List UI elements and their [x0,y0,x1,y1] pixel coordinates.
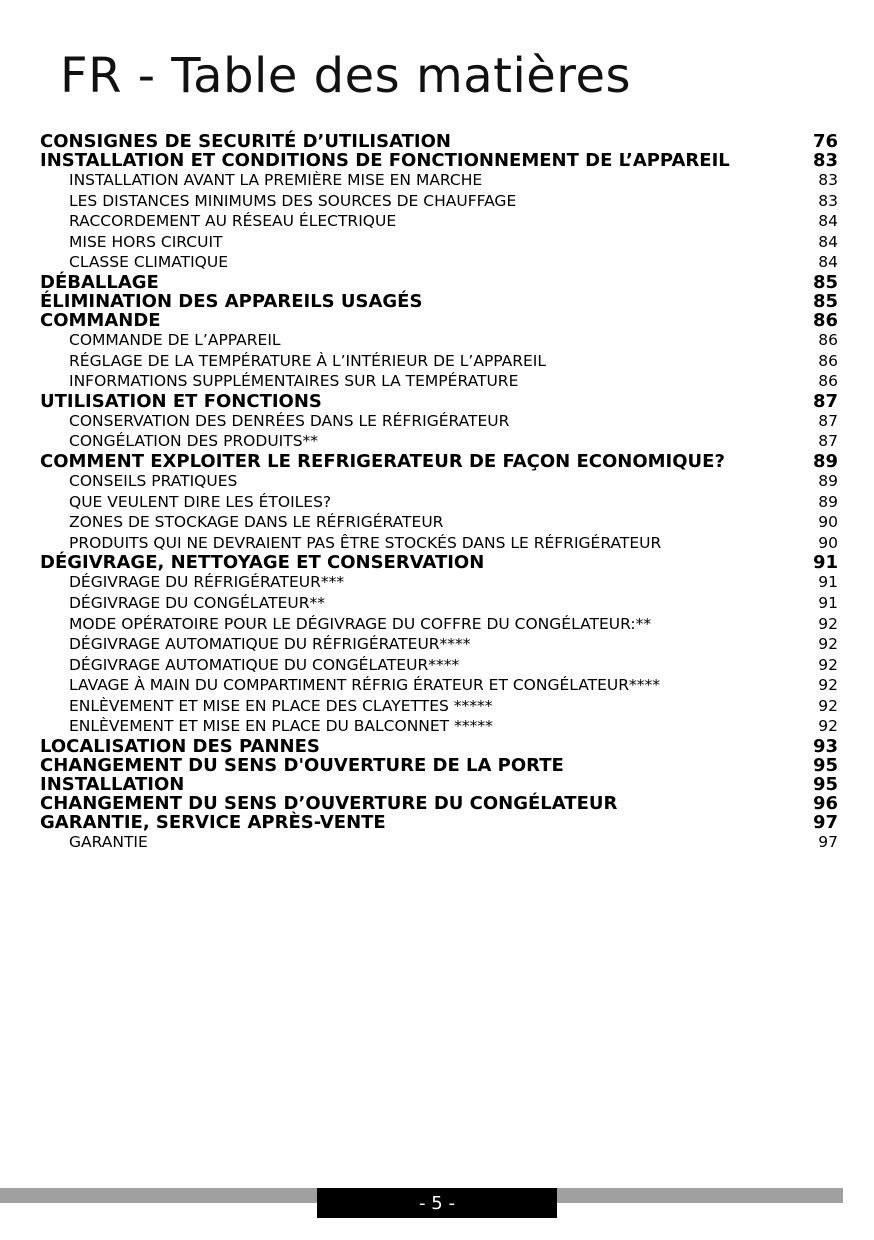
toc-entry-label: DÉGIVRAGE, NETTOYAGE ET CONSERVATION [40,552,485,574]
toc-entry-page: 92 [818,614,838,633]
toc-subsection-row [40,211,838,232]
toc-subsection-row [40,232,838,253]
toc-section-row [40,756,838,775]
toc-entry-label: DÉGIVRAGE DU RÉFRIGÉRATEUR*** [69,573,345,592]
toc-entry-label: CHANGEMENT DU SENS D’OUVERTURE DU CONGÉLATEUR [40,793,618,815]
toc-section-row [40,151,838,170]
toc-entry-label: RACCORDEMENT AU RÉSEAU ÉLECTRIQUE [69,212,397,231]
toc-subsection-row [40,716,838,737]
toc-entry-label: DÉGIVRAGE AUTOMATIQUE DU RÉFRIGÉRATEUR**** [69,635,471,654]
toc-entry-page: 89 [812,450,838,472]
page-title: FR - Table des matières [60,48,632,104]
toc-entry-page: 92 [818,655,838,674]
toc-entry-label: CONSERVATION DES DENRÉES DANS LE RÉFRIGÉRATEUR [69,411,510,430]
toc-entry-label: ENLÈVEMENT ET MISE EN PLACE DES CLAYETTES ***** [69,696,493,715]
page-number: - 5 - [317,1188,557,1218]
toc-entry-page: 83 [818,171,838,189]
toc-subsection-row [40,330,838,351]
toc-subsection-row [40,191,838,212]
toc-entry-label: CONSEILS PRATIQUES [69,471,238,490]
toc-entry-page: 90 [818,533,838,552]
toc-entry-label: MISE HORS CIRCUIT [69,232,223,251]
toc-entry-page: 97 [812,812,838,834]
toc-entry-page: 95 [812,755,838,777]
toc-entry-page: 87 [812,390,838,412]
toc-entry-label: DÉGIVRAGE DU CONGÉLATEUR** [69,593,326,612]
toc-entry-label: ENLÈVEMENT ET MISE EN PLACE DU BALCONNET ***** [69,717,493,736]
toc-entry-page: 92 [818,696,838,715]
toc-subsection-row [40,492,838,513]
toc-subsection-row [40,431,838,452]
toc-section-row [40,292,838,311]
toc-subsection-row [40,593,838,614]
toc-entry-label: INSTALLATION [40,774,185,796]
toc-entry-label: GARANTIE [69,833,148,852]
toc-entry-label: LES DISTANCES MINIMUMS DES SOURCES DE CHAUFFAGE [69,191,517,210]
toc-subsection-row [40,675,838,696]
toc-entry-label: CLASSE CLIMATIQUE [69,253,228,272]
toc-subsection-row [40,471,838,492]
toc-entry-page: 86 [818,372,838,391]
toc-entry-label: COMMANDE [40,309,161,331]
toc-subsection-row [40,252,838,273]
toc-entry-label: PRODUITS QUI NE DEVRAIENT PAS ÊTRE STOCKÉS DANS LE RÉFRIGÉRATEUR [69,533,662,552]
toc-entry-label: UTILISATION ET FONCTIONS [40,390,322,412]
toc-subsection-row [40,533,838,554]
toc-entry-page: 89 [818,492,838,511]
toc-section-row [40,311,838,330]
toc-section-row [40,452,838,471]
toc-subsection-row [40,512,838,533]
toc-entry-label: INFORMATIONS SUPPLÉMENTAIRES SUR LA TEMPÉRATURE [69,372,519,391]
toc-section-row [40,813,838,832]
toc-entry-page: 86 [818,351,838,370]
toc-section-row [40,553,838,572]
toc-entry-page: 92 [818,635,838,654]
toc-entry-label: CHANGEMENT DU SENS D'OUVERTURE DE LA PORTE [40,755,564,777]
toc-section-row [40,775,838,794]
toc-entry-label: CONSIGNES DE SECURITÉ D’UTILISATION [40,131,451,152]
toc-entry-page: 83 [812,150,838,171]
toc-subsection-row [40,351,838,372]
toc-subsection-row [40,371,838,392]
toc-entry-page: 85 [812,290,838,312]
toc-entry-page: 91 [818,593,838,612]
toc-subsection-row [40,832,838,853]
toc-entry-label: ÉLIMINATION DES APPAREILS USAGÉS [40,290,423,312]
toc-entry-page: 86 [818,330,838,349]
toc-entry-page: 95 [812,774,838,796]
toc-entry-label: COMMANDE DE L’APPAREIL [69,330,281,349]
toc-subsection-row [40,572,838,593]
toc-entry-label: INSTALLATION AVANT LA PREMIÈRE MISE EN MARCHE [69,171,483,189]
toc-section-row [40,737,838,756]
toc-entry-page: 83 [818,191,838,210]
toc-section-row [40,273,838,292]
toc-entry-page: 89 [818,471,838,490]
toc-entry-label: ZONES DE STOCKAGE DANS LE RÉFRIGÉRATEUR [69,513,444,532]
toc-section-row [40,392,838,411]
toc-entry-label: COMMENT EXPLOITER LE REFRIGERATEUR DE FAÇON ECONOMIQUE? [40,450,725,472]
toc-entry-page: 76 [812,131,838,152]
toc-entry-page: 84 [818,253,838,272]
toc-entry-page: 93 [812,736,838,758]
toc-entry-page: 92 [818,676,838,695]
toc-entry-page: 91 [818,573,838,592]
toc-subsection-row [40,655,838,676]
toc-entry-page: 84 [818,212,838,231]
toc-entry-label: CONGÉLATION DES PRODUITS** [69,432,319,451]
toc-entry-label: MODE OPÉRATOIRE POUR LE DÉGIVRAGE DU COFFRE DU CONGÉLATEUR:** [69,614,652,633]
toc-entry-page: 97 [818,833,838,852]
toc-entry-label: INSTALLATION ET CONDITIONS DE FONCTIONNEMENT DE L’APPAREIL [40,150,730,171]
toc-entry-page: 86 [812,309,838,331]
toc-entry-page: 87 [818,432,838,451]
table-of-contents [40,132,838,853]
toc-entry-label: GARANTIE, SERVICE APRÈS-VENTE [40,812,386,834]
toc-subsection-row [40,170,838,191]
toc-entry-page: 84 [818,232,838,251]
toc-entry-label: QUE VEULENT DIRE LES ÉTOILES? [69,492,332,511]
toc-subsection-row [40,696,838,717]
toc-subsection-row [40,614,838,635]
toc-entry-page: 91 [812,552,838,574]
toc-entry-page: 90 [818,513,838,532]
toc-subsection-row [40,411,838,432]
toc-section-row [40,132,838,151]
toc-entry-label: DÉBALLAGE [40,271,159,293]
toc-section-row [40,794,838,813]
toc-entry-label: LOCALISATION DES PANNES [40,736,320,758]
toc-entry-page: 85 [812,271,838,293]
toc-entry-label: RÉGLAGE DE LA TEMPÉRATURE À L’INTÉRIEUR DE L’APPAREIL [69,351,547,370]
toc-entry-label: DÉGIVRAGE AUTOMATIQUE DU CONGÉLATEUR**** [69,655,460,674]
toc-entry-page: 92 [818,717,838,736]
toc-entry-page: 96 [812,793,838,815]
toc-entry-label: LAVAGE À MAIN DU COMPARTIMENT RÉFRIG ÉRATEUR ET CONGÉLATEUR**** [69,676,661,695]
toc-entry-page: 87 [818,411,838,430]
toc-subsection-row [40,634,838,655]
